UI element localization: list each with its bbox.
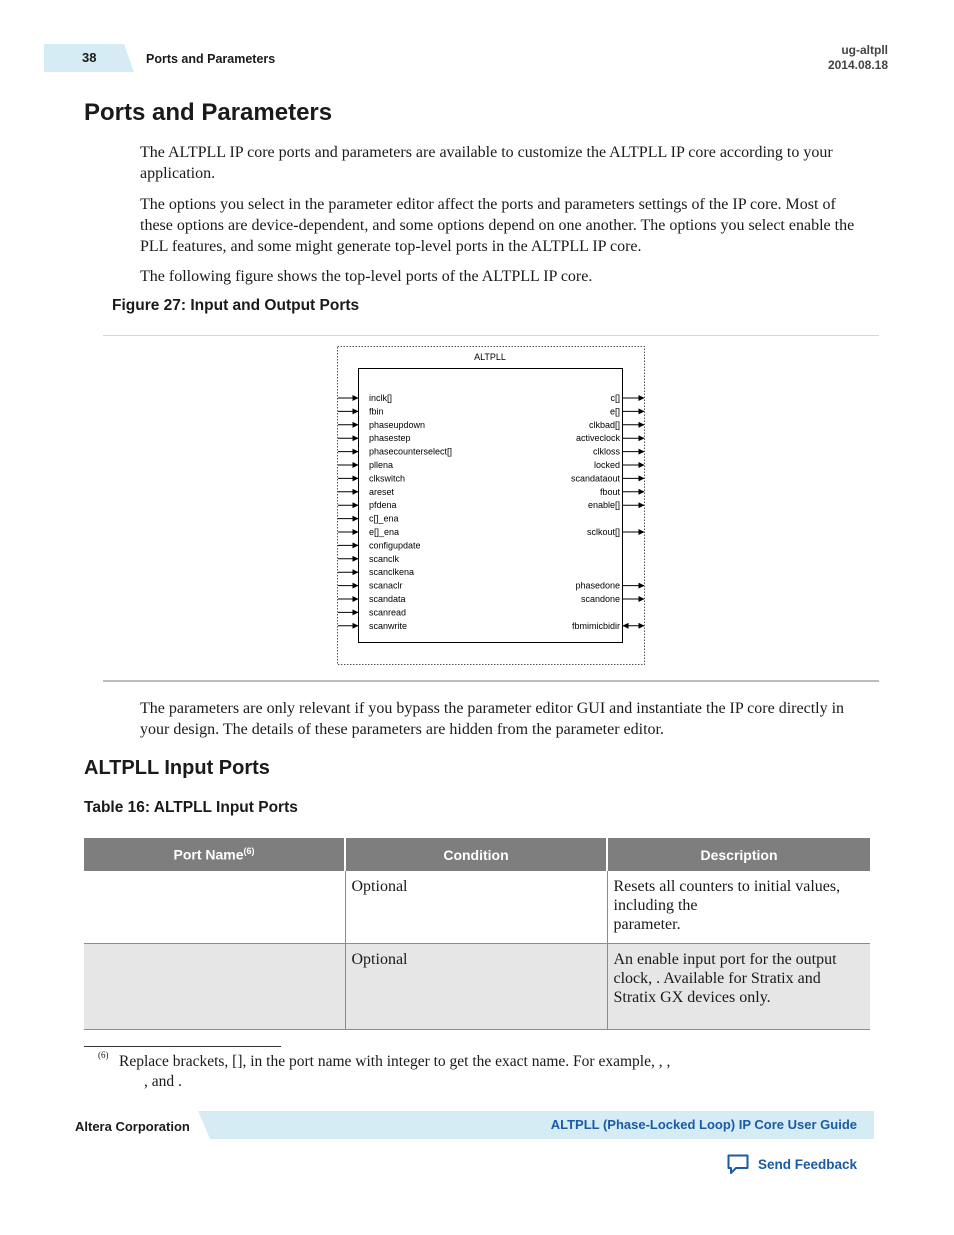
table-row: [84, 944, 870, 1030]
running-header-section: Ports and Parameters: [146, 52, 276, 66]
doc-id-block: [828, 43, 888, 73]
output-port-label: phasedone: [575, 580, 620, 591]
port-name-header-label: Port Name: [173, 846, 244, 863]
input-port-label: phaseupdown: [369, 419, 426, 430]
table-caption: Table 16: ALTPLL Input Ports: [84, 799, 298, 816]
input-port-label: clkswitch: [369, 473, 406, 484]
parameters-note-paragraph: The parameters are only relevant if you bypass the parameter editor GUI and instantiate the IP core directly in your design. The details of these parameters are hidden from the parameter editor.: [140, 700, 845, 738]
input-port-label: fbin: [369, 406, 384, 417]
input-port-label: scanread: [369, 607, 407, 618]
output-port-label: clkloss: [592, 446, 620, 457]
output-port-label: fbmimicbidir: [571, 620, 620, 631]
intro-paragraph-1: The ALTPLL IP core ports and parameters are available to customize the ALTPLL IP core according to your application.: [140, 144, 833, 182]
input-ports-table: [84, 838, 870, 1030]
input-port-label: inclk[]: [369, 393, 393, 403]
output-port-label: fbout: [599, 486, 620, 497]
condition-cell: Optional: [345, 944, 607, 1030]
description-cell: An enable input port for the output clock, . Available for Stratix and Stratix GX devices only.: [607, 944, 870, 1030]
output-port-label: e[]: [609, 406, 620, 417]
altpll-port-diagram: [330, 343, 652, 669]
col-header-port-name: [84, 838, 345, 871]
col-header-condition: Condition: [345, 838, 607, 871]
footer-guide-link[interactable]: ALTPLL (Phase-Locked Loop) IP Core User Guide: [550, 1117, 857, 1132]
footnote-separator: [84, 1046, 281, 1047]
output-port-label: locked: [593, 460, 620, 470]
input-port-label: pllena: [369, 460, 394, 470]
input-port-label: phasecounterselect[]: [369, 446, 453, 457]
figure-top-rule: [103, 335, 879, 336]
footnote-text: Replace brackets, [], in the port name with integer to get the exact name. For example, , ,: [119, 1053, 671, 1070]
send-feedback-label: Send Feedback: [758, 1156, 858, 1172]
description-cell: Resets all counters to initial values, including the parameter.: [607, 871, 870, 944]
input-port-label: c[]_ena: [369, 513, 399, 524]
input-port-label: scandata: [369, 594, 406, 604]
output-port-label: scandataout: [570, 473, 620, 484]
table-row: [84, 871, 870, 944]
input-port-label: e[]_ena: [369, 527, 400, 537]
section-heading: ALTPLL Input Ports: [84, 757, 270, 779]
port-name-cell: [84, 871, 345, 944]
input-port-label: areset: [369, 486, 395, 497]
output-port-label: enable[]: [587, 500, 620, 511]
output-port-label: activeclock: [575, 433, 620, 444]
footer-company: Altera Corporation: [75, 1119, 190, 1134]
output-port-label: scandone: [580, 594, 620, 604]
output-port-label: clkbad[]: [588, 419, 620, 430]
input-port-label: pfdena: [369, 500, 397, 511]
footnote-ref-6[interactable]: (6): [243, 846, 255, 857]
footnote-continuation: , and .: [144, 1073, 182, 1090]
footnote-mark: (6): [98, 1050, 109, 1060]
figure-caption: Figure 27: Input and Output Ports: [112, 297, 360, 314]
speech-bubble-icon: [726, 1153, 750, 1175]
input-port-label: scanclkena: [369, 567, 415, 578]
input-port-label: configupdate: [369, 540, 421, 551]
input-port-label: scanaclr: [369, 580, 403, 591]
port-name-cell: [84, 944, 345, 1030]
table-header-row: [84, 838, 870, 871]
figure-bottom-rule: [103, 680, 879, 682]
input-port-label: scanclk: [369, 553, 400, 564]
output-port-label: sclkout[]: [586, 527, 620, 537]
send-feedback-link[interactable]: [726, 1153, 857, 1175]
intro-paragraph-3: The following figure shows the top-level ports of the ALTPLL IP core.: [140, 268, 593, 285]
altpll-block-label: ALTPLL: [474, 352, 506, 362]
input-port-label: scanwrite: [369, 620, 408, 631]
page-number: 38: [82, 50, 97, 65]
condition-cell: Optional: [345, 871, 607, 944]
intro-paragraph-2: The options you select in the parameter editor affect the ports and parameters settings of the IP core. Most of these options are device-dependent, and some options depend on one another. The options you select enable the PLL features, and some might generate top-level ports in the ALTPLL IP core.: [140, 196, 855, 255]
doc-date: 2014.08.18: [827, 58, 888, 72]
input-port-label: phasestep: [369, 433, 411, 444]
page-title: Ports and Parameters: [84, 99, 333, 126]
col-header-description: Description: [607, 838, 870, 871]
doc-id: ug-altpll: [841, 43, 888, 57]
output-port-label: c[]: [610, 393, 620, 403]
